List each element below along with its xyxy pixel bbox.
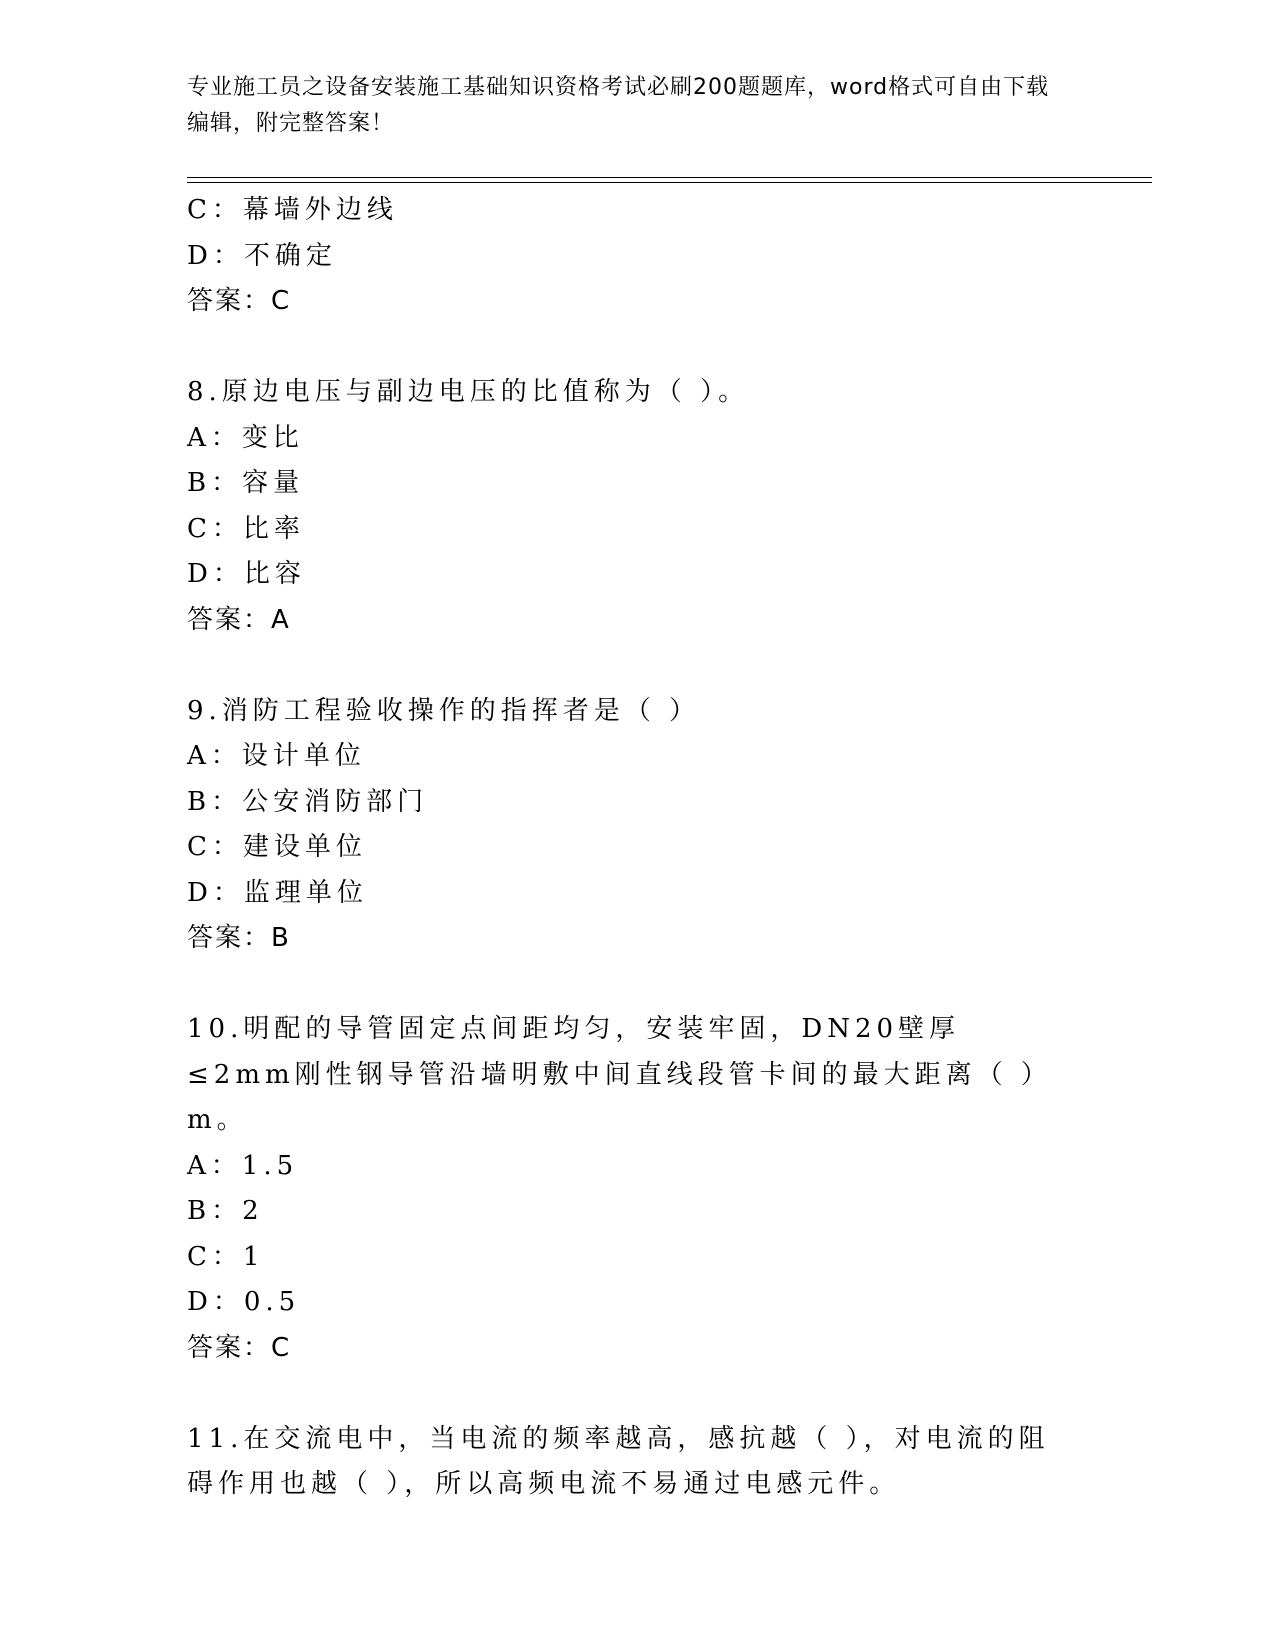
answer: 答案：C [187, 286, 292, 316]
question-8 [187, 370, 1087, 643]
answer: 答案：A [187, 604, 291, 635]
spacer [187, 962, 1087, 1008]
option-c: C：建设单位 [187, 832, 367, 862]
option-a: A：设计单位 [187, 741, 366, 771]
answer: 答案：C [187, 1332, 292, 1363]
option-d: D：0.5 [187, 1287, 301, 1317]
option-d: D：监理单位 [187, 877, 368, 908]
question-stem: 8.原边电压与副边电压的比值称为（ ）。 [187, 377, 750, 407]
spacer [187, 1371, 1087, 1417]
answer: 答案：B [187, 923, 291, 953]
option-c: C：幕墙外边线 [187, 195, 398, 225]
option-b: B：公安消防部门 [187, 786, 429, 817]
option-d: D：不确定 [187, 240, 337, 271]
question-11 [187, 1417, 1087, 1508]
option-b: B：容量 [187, 468, 305, 498]
option-b: B：2 [187, 1196, 264, 1226]
header-rule-bottom [187, 182, 1152, 183]
spacer [187, 643, 1087, 689]
option-a: A：变比 [187, 422, 304, 453]
spacer [187, 325, 1087, 371]
option-c: C：比率 [187, 513, 305, 544]
question-list [187, 188, 1087, 1508]
question-9 [187, 689, 1087, 962]
document-header: 专业施工员之设备安装施工基础知识资格考试必刷200题题库，word格式可自由下载编辑，附完整答案！ [187, 75, 1050, 136]
question-stem: 9.消防工程验收操作的指挥者是（ ） [187, 695, 701, 726]
option-a: A：1.5 [187, 1150, 299, 1181]
question-10 [187, 1007, 1087, 1371]
question-7-tail [187, 188, 1087, 325]
header-rule-top [187, 177, 1152, 178]
question-stem: 11.在交流电中，当电流的频率越高，感抗越（ ），对电流的阻碍作用也越（ ），所以高频电流不易通过电感元件。 [187, 1423, 1050, 1499]
option-d: D：比容 [187, 559, 306, 589]
option-c: C：1 [187, 1241, 265, 1272]
question-stem: 10.明配的导管固定点间距均匀，安装牢固，DN20壁厚≤2mm刚性钢导管沿墙明敷中间直线段管卡间的最大距离（ ）m。 [187, 1014, 1052, 1135]
